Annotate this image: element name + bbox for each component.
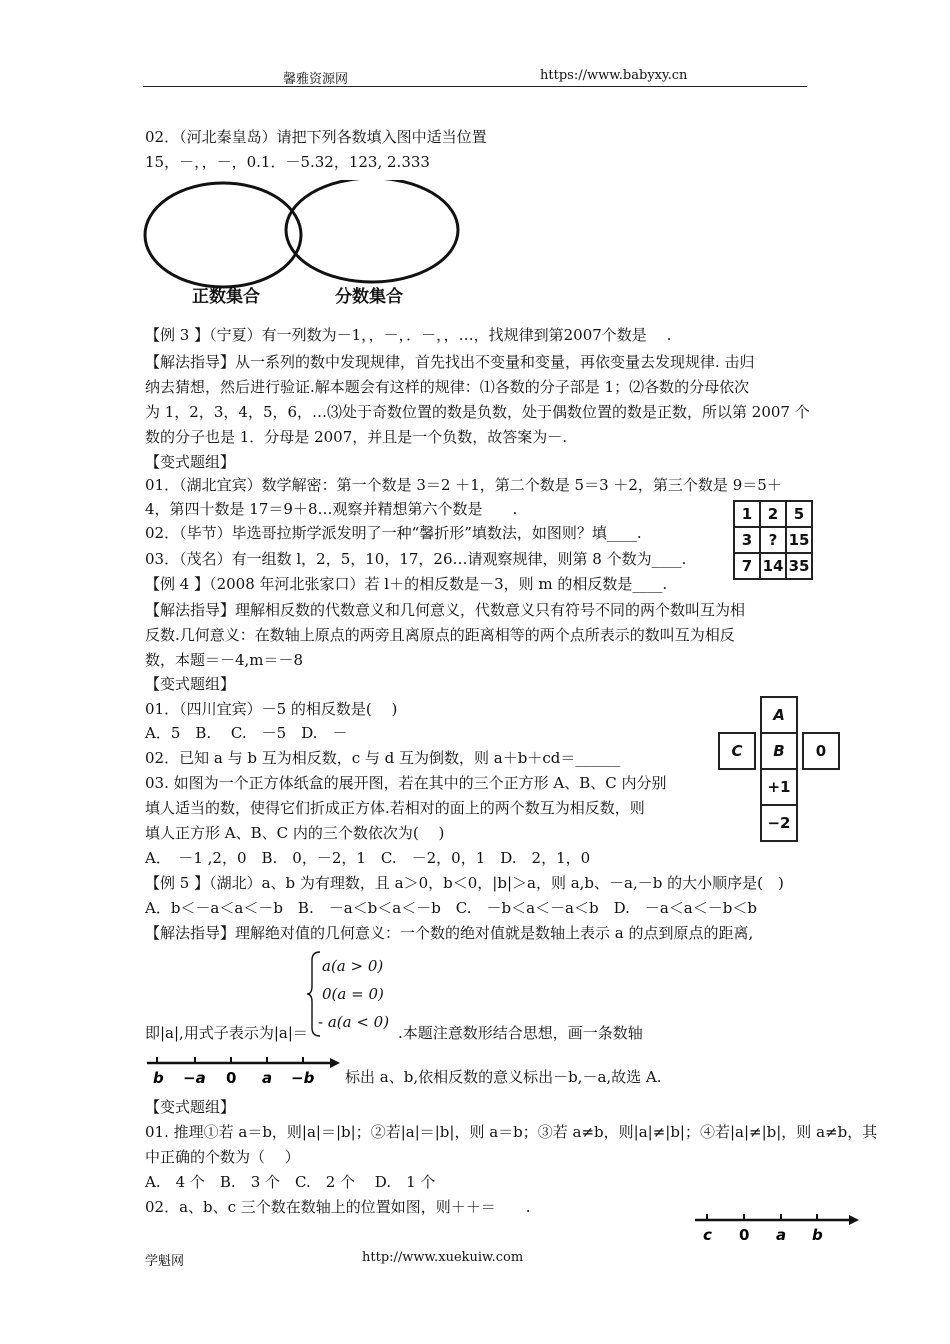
example-5: 【例 5 】（湖北）a、b 为有理数，且 a＞0，b＜0，|b|＞a，则 a,b、－a,－b 的大小顺序是( ) <box>145 874 784 892</box>
guide-3-line-3: 为 1，2，3，4，5，6，…⑶处于奇数位置的数是负数，处于偶数位置的数是正数，所以第 2007 个 <box>145 403 810 421</box>
grid-cell: 7 <box>734 553 760 579</box>
axis-label-c: c <box>703 1226 712 1244</box>
cube-face-c: C <box>718 732 756 770</box>
header-url: https://www.babyxy.cn <box>540 68 688 83</box>
grid-cell: ? <box>760 527 786 553</box>
number-line-1 <box>145 1055 340 1087</box>
variant-4-1: 01．（四川宜宾）－5 的相反数是( ) <box>145 700 398 718</box>
guide-5-formula-lead: 即|a|,用式子表示为|a|＝ <box>145 1024 308 1042</box>
cube-face-zero: 0 <box>802 732 840 770</box>
grid-cell: 5 <box>786 501 812 527</box>
variant-4-1-options: A．5 B. C. －5 D. － <box>145 724 348 742</box>
variant-5-1-options: A. 4 个 B. 3 个 C. 2 个 D. 1 个 <box>145 1173 436 1191</box>
problem-text: 02．（河北秦皇岛）请把下列各数填入图中适当位置 <box>145 128 487 146</box>
variant-5-1-line-1: 01. 推理①若 a＝b，则|a|＝|b|；②若|a|＝|b|，则 a＝b；③若 a≠b，则|a|≠|b|；④若|a|≠|b|，则 a≠b，其 <box>145 1123 878 1141</box>
guide-3-line-1: 【解法指导】从一系列的数中发现规律，首先找出不变量和变量，再依变量去发现规律. 击归 <box>145 353 755 371</box>
footer-url: http://www.xuekuiw.com <box>362 1250 524 1265</box>
guide-4-line-3: 数，本题＝－4,m＝－8 <box>145 651 304 669</box>
guide-3-line-4: 数的分子也是 1．分母是 2007，并且是一个负数，故答案为－. <box>145 428 568 446</box>
grid-cell: 3 <box>734 527 760 553</box>
guide-4-line-1: 【解法指导】理解相反数的代数意义和几何意义，代数意义只有符号不同的两个数叫互为相 <box>145 601 746 619</box>
variant-4-3-line-3: 填人正方形 A、B、C 内的三个数依次为( ) <box>145 824 445 842</box>
variant-2: 02．（毕节）毕选哥拉斯学派发明了一种“馨折形”填数法，如图则？填____. <box>145 524 642 542</box>
piecewise-case-2: 0(a = 0) <box>322 985 384 1003</box>
variant-5-1-line-2: 中正确的个数为（ ） <box>145 1148 300 1166</box>
venn-diagram <box>140 180 470 315</box>
number-line-2 <box>693 1212 861 1246</box>
variant-1-line-2: 4，第四十数是 17＝9＋8…观察并精想第六个数是 . <box>145 500 518 518</box>
cube-net <box>718 696 840 844</box>
piecewise-case-3: - a(a < 0) <box>318 1013 390 1031</box>
guide-5-line-3: .本题注意数形结合思想，画一条数轴 <box>398 1024 643 1042</box>
fraction-set-label: 分数集合 <box>335 287 403 307</box>
piecewise-case-1: a(a > 0) <box>322 957 384 975</box>
axis-label-a: a <box>262 1069 273 1087</box>
variant-4-2: 02．已知 a 与 b 互为相反数，c 与 d 互为倒数，则 a＋b＋cd＝______ <box>145 749 621 767</box>
example-5-options: A．b＜－a＜a＜－b B. －a＜b＜a＜－b C. －b＜a＜－a＜b D. －a＜a＜－b＜b <box>145 899 757 917</box>
axis-label-a: a <box>776 1226 787 1244</box>
grid-cell: 14 <box>760 553 786 579</box>
guide-4-line-2: 反数.几何意义：在数轴上原点的两旁且离原点的距离相等的两个点所表示的数叫互为相反 <box>145 626 735 644</box>
guide-3-line-2: 纳去猜想，然后进行验证.解本题会有这样的规律：⑴各数的分子部是 1；⑵各数的分母依次 <box>145 378 750 396</box>
cube-face-b: B <box>760 732 798 770</box>
variant-3: 03．（茂名）有一组数 l，2，5，10，17，26…请观察规律，则第 8 个数为____. <box>145 550 687 568</box>
variant-4-3-line-1: 03. 如图为一个正方体纸盒的展开图，若在其中的三个正方形 A、B、C 内分别 <box>145 774 667 792</box>
grid-cell: 15 <box>786 527 812 553</box>
example-4: 【例 4 】（2008 年河北张家口）若 l＋的相反数是－3，则 m 的相反数是____. <box>145 575 668 593</box>
axis-label-b: b <box>153 1069 164 1087</box>
guide-5-line-4: 标出 a、b,依相反数的意义标出－b,－a,故选 A. <box>345 1068 662 1086</box>
grid-cell: 1 <box>734 501 760 527</box>
axis-label-zero: 0 <box>226 1069 237 1087</box>
cube-face-a: A <box>760 696 798 734</box>
positive-set-label: 正数集合 <box>192 287 260 307</box>
grid-cell: 2 <box>760 501 786 527</box>
header-site-name: 馨雅资源网 <box>283 72 349 87</box>
positive-set-ellipse <box>145 183 301 287</box>
number-grid <box>733 500 813 580</box>
guide-5-line-1: 【解法指导】理解绝对值的几何意义：一个数的绝对值就是数轴上表示 a 的点到原点的距离, <box>145 924 754 942</box>
footer-site-name: 学魁网 <box>145 1254 185 1269</box>
grid-cell: 35 <box>786 553 812 579</box>
fraction-set-ellipse <box>286 180 458 282</box>
cube-face-minus2: −2 <box>760 804 798 842</box>
axis-label-neg-a: −a <box>183 1069 206 1087</box>
variant-heading: 【变式题组】 <box>145 453 236 471</box>
header-rule <box>143 86 807 87</box>
variant-5-2: 02．a、b、c 三个数在数轴上的位置如图，则＋＋＝ . <box>145 1198 531 1216</box>
axis-label-b: b <box>812 1226 823 1244</box>
axis-label-neg-b: −b <box>291 1069 315 1087</box>
variant-heading: 【变式题组】 <box>145 675 236 693</box>
axis-label-zero: 0 <box>739 1226 750 1244</box>
variant-4-3-options: A． －1 ,2，0 B. 0，－2，1 C. －2，0，1 D. 2，1，0 <box>145 849 591 867</box>
cube-face-plus1: +1 <box>760 768 798 806</box>
number-list: 15，－，，－，0.1．－5.32，123, 2.333 <box>145 153 430 171</box>
variant-4-3-line-2: 填人适当的数，使得它们折成正方体.若相对的面上的两个数互为相反数，则 <box>145 799 645 817</box>
variant-heading: 【变式题组】 <box>145 1098 236 1116</box>
example-3: 【例 3 】（宁夏）有一列数为－1，，－，．－，，…，找规律到第2007个数是 . <box>145 326 672 344</box>
variant-1-line-1: 01．（湖北宜宾）数学解密：第一个数是 3＝2 ＋1，第二个数是 5＝3 ＋2，第三个数是 9＝5＋ <box>145 476 782 494</box>
